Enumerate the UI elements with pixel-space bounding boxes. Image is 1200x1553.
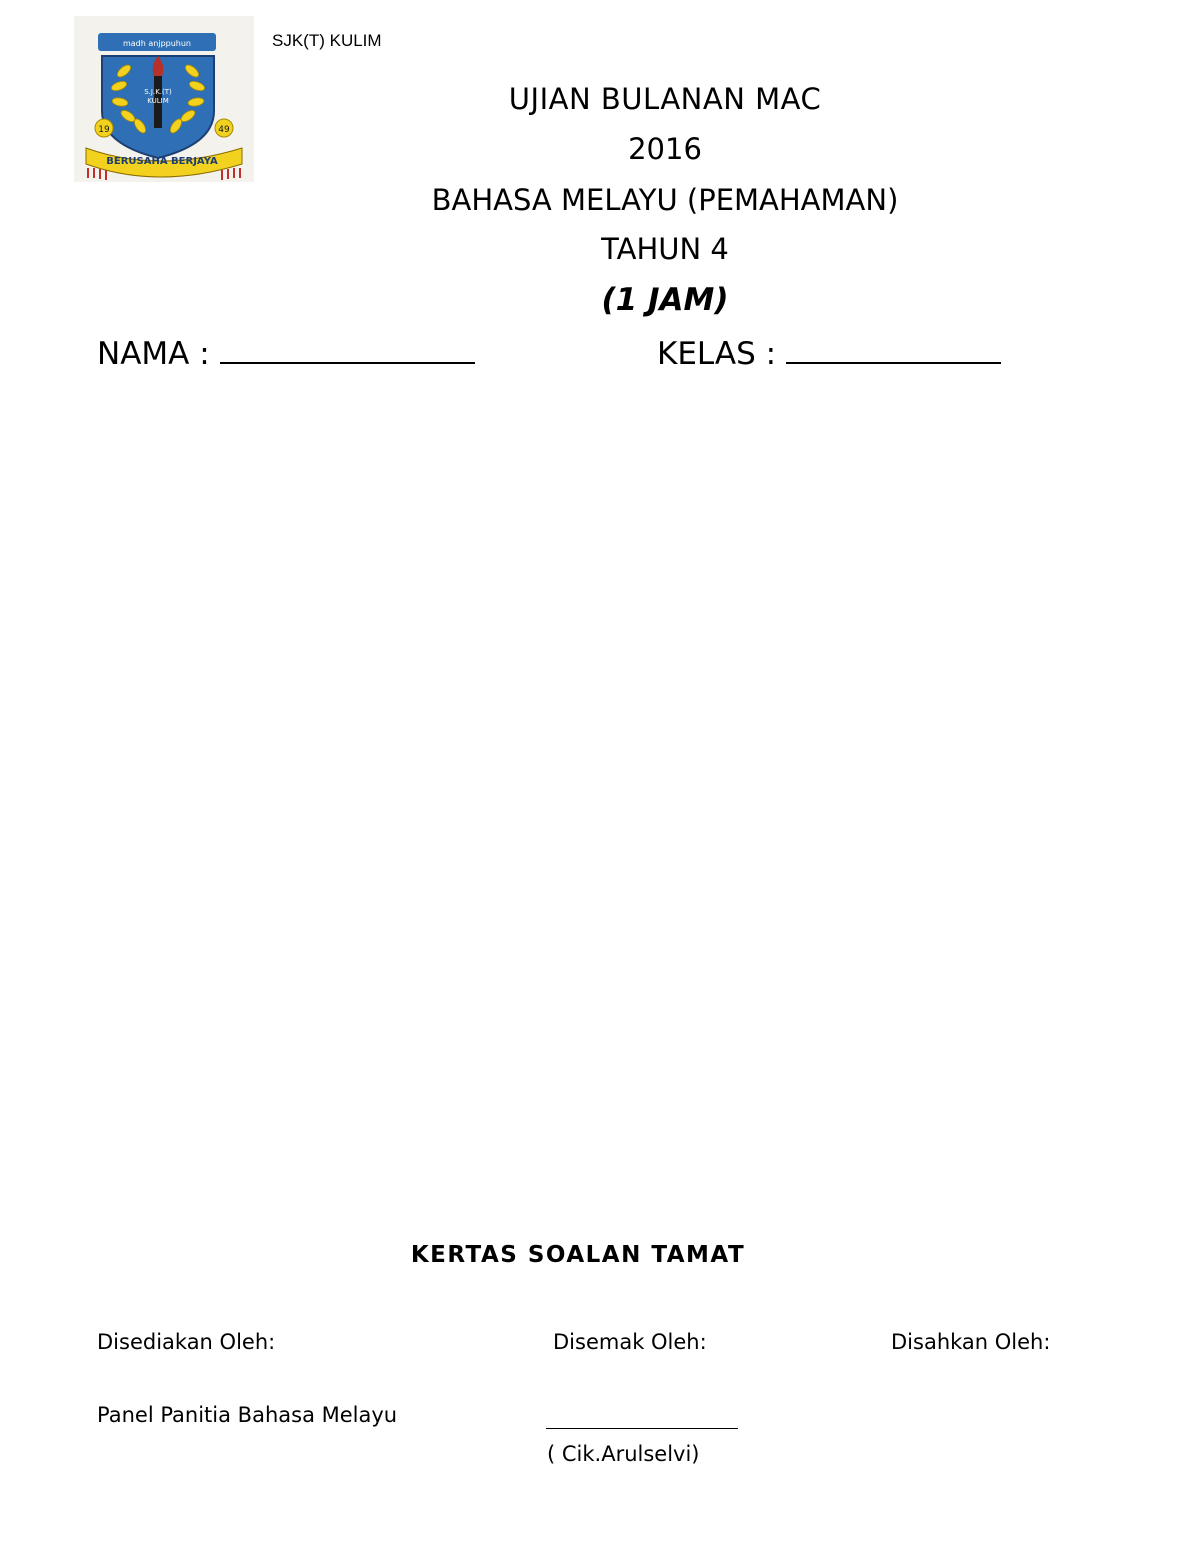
crest-emblem [74,16,254,182]
crest-shield-text-2: KULIM [147,97,169,105]
crest-shield-text-1: S.J.K.(T) [144,88,172,96]
class-field [657,332,1001,372]
crest-motto: BERUSAHA BERJAYA [106,156,218,167]
name-label: NAMA : [97,336,210,372]
name-blank-line[interactable] [220,332,475,364]
exam-title: UJIAN BULANAN MAC [508,82,822,116]
crest-year-right: 49 [218,125,230,135]
exam-year: 2016 [628,132,702,166]
checked-by-name: ( Cik.Arulselvi) [547,1442,700,1466]
checked-by-signature-line [546,1428,738,1429]
prepared-by-name: Panel Panitia Bahasa Melayu [97,1403,398,1427]
school-crest-logo [74,16,254,182]
checked-by-label: Disemak Oleh: [553,1330,707,1354]
crest-top-script: madh anjppuhun [122,39,192,48]
class-blank-line[interactable] [786,332,1001,364]
exam-duration: (1 JAM) [601,282,729,318]
exam-grade: TAHUN 4 [601,232,729,266]
name-field [97,332,475,372]
school-name: SJK(T) KULIM [272,31,382,50]
approved-by-label: Disahkan Oleh: [891,1330,1051,1354]
crest-year-left: 19 [98,125,110,135]
end-of-paper-title: KERTAS SOALAN TAMAT [410,1242,746,1268]
class-label: KELAS : [657,336,777,372]
exam-subject: BAHASA MELAYU (PEMAHAMAN) [431,183,899,217]
prepared-by-label: Disediakan Oleh: [97,1330,276,1354]
